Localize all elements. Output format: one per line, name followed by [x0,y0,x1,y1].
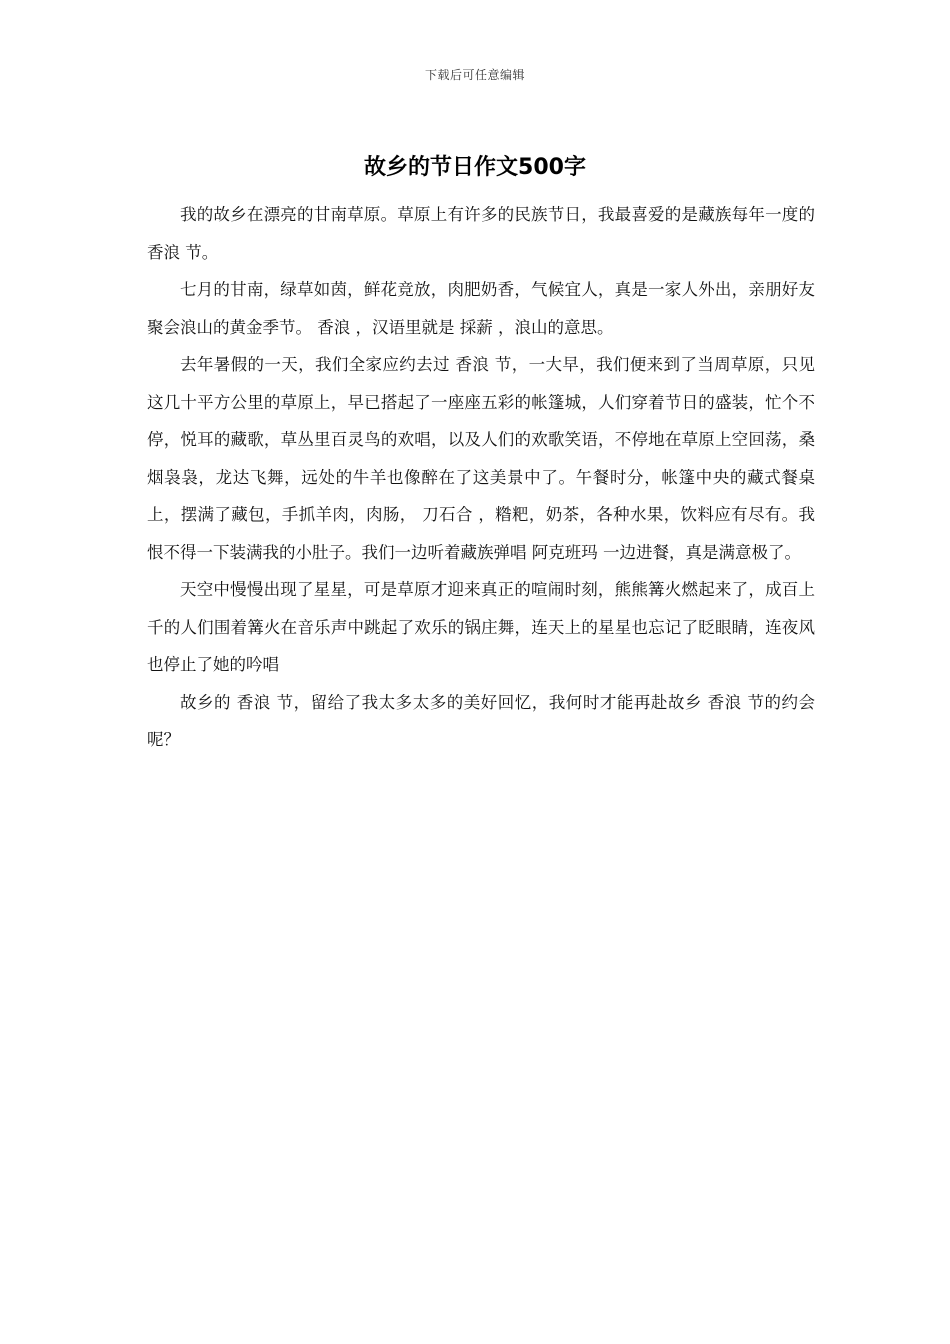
page-header-note: 下载后可任意编辑 [424,68,525,82]
paragraph-night: 天空中慢慢出现了星星，可是草原才迎来真正的喧闹时刻，熊熊篝火燃起来了，成百上千的人们围着篝火在音乐声中跳起了欢乐的锅庄舞，连天上的星星也忘记了眨眼睛，连夜风也停止了她的吟唱 [147,580,815,674]
paragraph-intro: 我的故乡在漂亮的甘南草原。草原上有许多的民族节日，我最喜爱的是藏族每年一度的 香浪 节。 [147,205,815,262]
document-title: 故乡的节日作文500字 [364,155,586,180]
paragraph-last-summer: 去年暑假的一天，我们全家应约去过 香浪 节，一大早，我们便来到了当周草原，只见这几十平方公里的草原上，早已搭起了一座座五彩的帐篷城，人们穿着节日的盛装，忙个不停，悦耳的藏歌，草丛里百灵鸟的欢唱，以及人们的欢歌笑语，不停地在草原上空回荡，桑烟袅袅，龙达飞舞，远处的牛羊也像醉在了这美景中了。午餐时分，帐篷中央的藏式餐桌上，摆满了藏包，手抓羊肉，肉肠， 刀石合 ，糌粑，奶茶，各种水果，饮料应有尽有。我恨不得一下装满我的小肚子。我们一边听着藏族弹唱 阿克班玛 一边进餐，真是满意极了。 [147,355,815,562]
document-body [147,196,815,759]
paragraph-conclusion: 故乡的 香浪 节，留给了我太多太多的美好回忆，我何时才能再赴故乡 香浪 节的约会呢？ [147,692,815,749]
paragraph-july: 七月的甘南，绿草如茵，鲜花竞放，肉肥奶香，气候宜人，真是一家人外出，亲朋好友聚会浪山的黄金季节。 香浪 ，汉语里就是 採薪 ，浪山的意思。 [147,280,815,337]
